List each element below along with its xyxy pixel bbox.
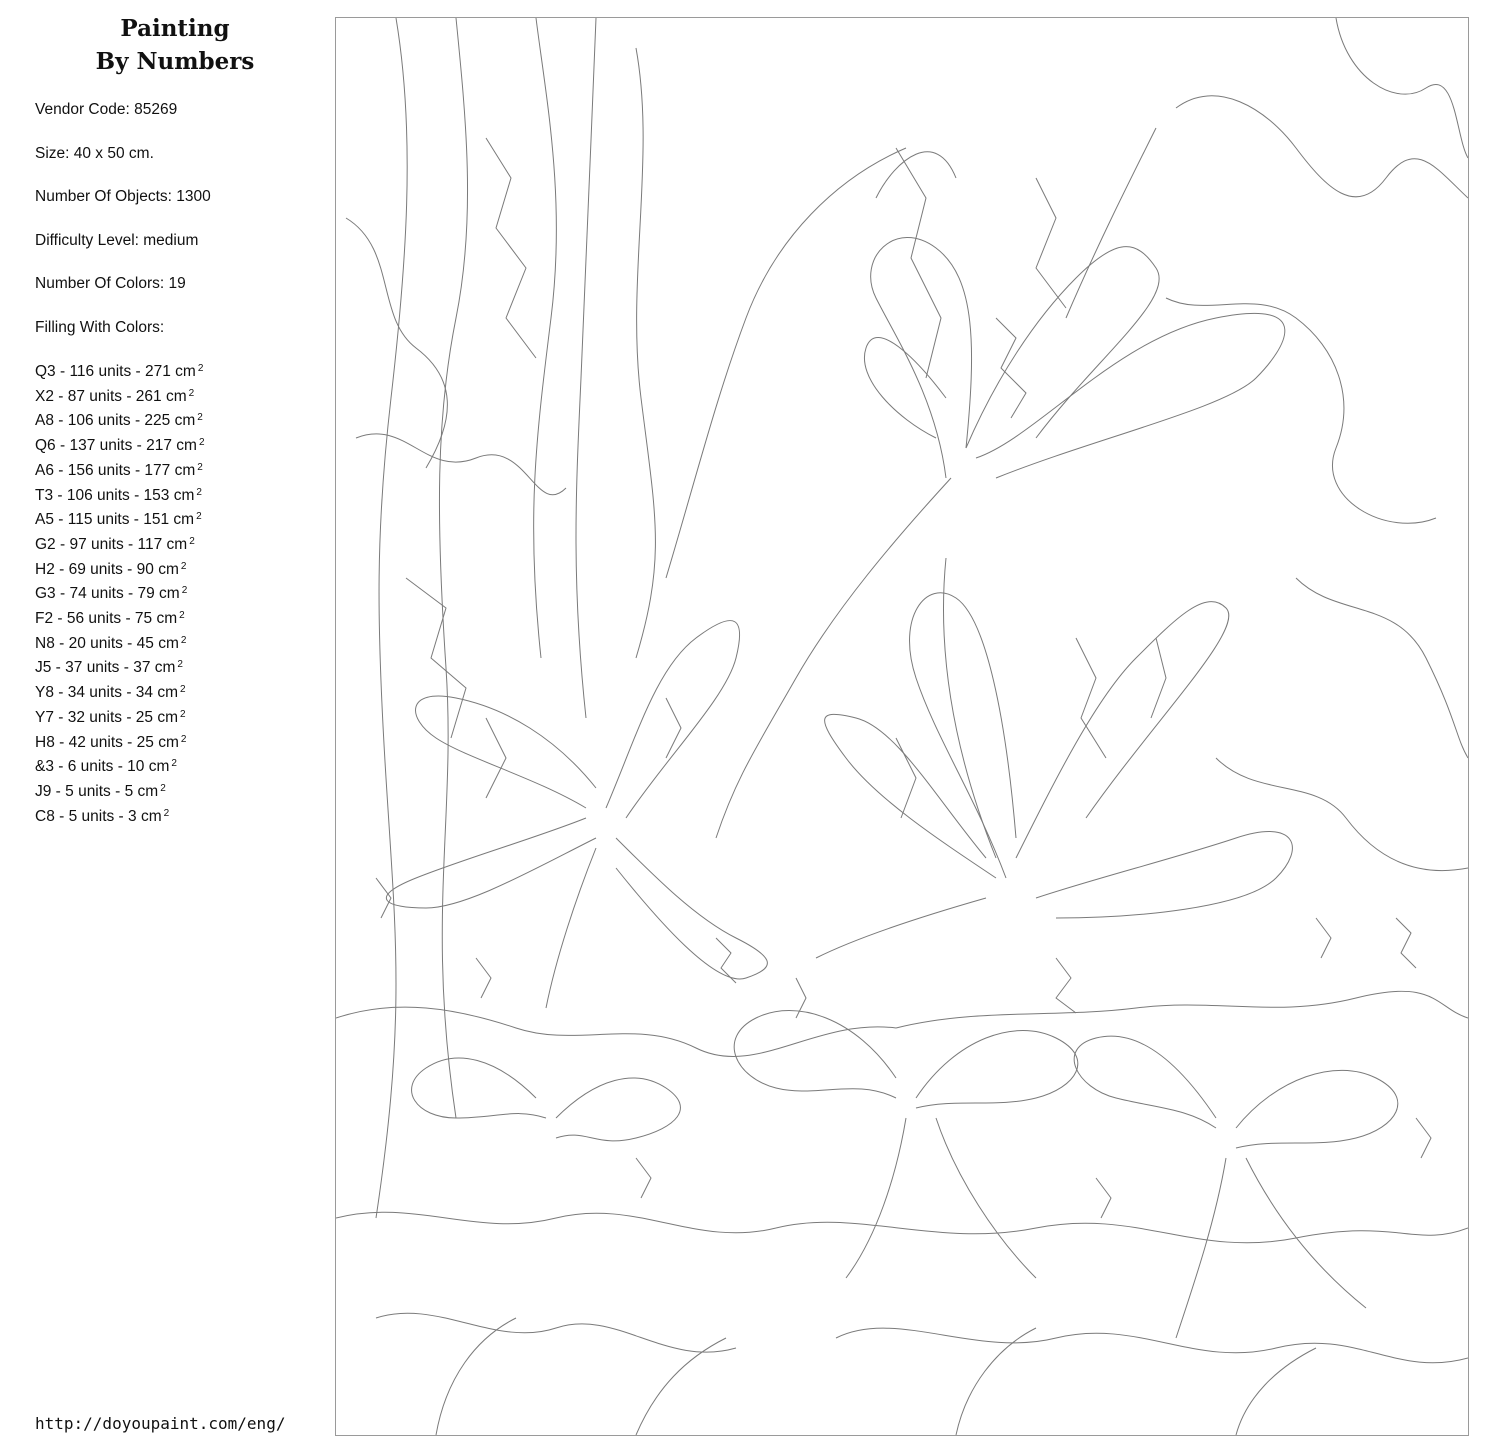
color-entry-text: A6 - 156 units - 177 cm [35,461,196,479]
texture-marks [376,878,1431,1218]
color-entry-unit-exponent: 2 [180,684,186,696]
left-flower [386,621,767,1008]
color-entry-unit-exponent: 2 [171,758,177,770]
color-entry-text: N8 - 20 units - 45 cm [35,634,179,652]
color-entry [35,457,325,482]
bottom-leaves [336,991,1468,1435]
color-entry-text: C8 - 5 units - 3 cm [35,807,162,825]
color-entry [35,679,325,704]
color-entry-text: G2 - 97 units - 117 cm [35,535,188,553]
middle-flower [816,593,1292,958]
color-entry [35,383,325,408]
color-entry [35,704,325,729]
color-entry-text: T3 - 106 units - 153 cm [35,486,195,504]
stems [666,148,996,858]
upper-flower [864,128,1284,478]
objects-count: Number Of Objects: 1300 [35,188,211,205]
background-shapes [1166,18,1468,871]
color-entry-unit-exponent: 2 [177,659,183,671]
color-entry-text: A5 - 115 units - 151 cm [35,511,195,529]
color-entry-text: A8 - 106 units - 225 cm [35,412,196,430]
left-branches [346,18,655,1218]
filling-heading: Filling With Colors: [35,318,165,336]
color-entry-text: Q6 - 137 units - 217 cm [35,437,197,455]
color-entry-unit-exponent: 2 [163,807,170,819]
color-entry-unit-exponent: 2 [198,437,205,449]
color-entry-unit-exponent: 2 [180,708,186,720]
color-entry [35,605,325,630]
coloring-canvas [335,17,1469,1436]
color-entry-unit-exponent: 2 [181,585,188,597]
color-entry-unit-exponent: 2 [196,511,202,523]
color-entry [35,803,325,828]
color-entry-unit-exponent: 2 [197,363,204,374]
color-entry-text: H2 - 69 units - 90 cm [35,560,179,578]
color-entry-text: H8 - 42 units - 25 cm [35,733,179,751]
product-info [35,99,325,360]
color-entry-text: F2 - 56 units - 75 cm [35,610,178,628]
color-entry [35,580,325,605]
title-line-1: Painting [120,15,230,42]
vendor-code: Vendor Code: 85269 [35,101,178,118]
color-entry-text: X2 - 87 units - 261 cm [35,387,187,405]
color-entry [35,531,325,556]
color-entry-text: Q3 - 116 units - 271 cm [35,363,196,380]
color-entry-unit-exponent: 2 [179,610,185,622]
color-entry [35,654,325,679]
color-entry-unit-exponent: 2 [188,387,195,399]
color-entry-text: &3 - 6 units - 10 cm [35,758,170,776]
color-entry-unit-exponent: 2 [180,560,187,572]
color-entry [35,506,325,531]
color-entry-text: J5 - 37 units - 37 cm [35,659,176,677]
page-title [60,12,290,78]
color-entry-unit-exponent: 2 [160,782,166,794]
size-info: Size: 40 x 50 cm. [35,144,154,162]
line-art [336,18,1468,1435]
color-entry [35,482,325,507]
color-entry [35,556,325,581]
lower-flowers [412,1011,1398,1339]
color-entry [35,630,325,655]
color-entry-text: Y7 - 32 units - 25 cm [35,708,179,726]
color-entry [35,432,325,457]
colors-count: Number Of Colors: 19 [35,275,186,292]
color-entry [35,753,325,778]
color-list [35,358,325,827]
website-link[interactable]: http://doyoupaint.com/eng/ [35,1414,286,1433]
color-entry [35,358,325,383]
color-entry [35,778,325,803]
color-entry-unit-exponent: 2 [196,486,202,498]
title-line-2: By Numbers [95,48,255,75]
difficulty-level: Difficulty Level: medium [35,231,199,249]
color-entry-unit-exponent: 2 [189,535,195,547]
color-entry-text: Y8 - 34 units - 34 cm [35,684,179,702]
color-entry-unit-exponent: 2 [180,634,187,646]
color-entry-unit-exponent: 2 [180,733,187,745]
color-entry [35,729,325,754]
color-entry [35,407,325,432]
color-entry-unit-exponent: 2 [197,412,203,424]
color-entry-text: G3 - 74 units - 79 cm [35,585,180,603]
color-entry-unit-exponent: 2 [197,461,203,473]
color-entry-text: J9 - 5 units - 5 cm [35,782,159,800]
